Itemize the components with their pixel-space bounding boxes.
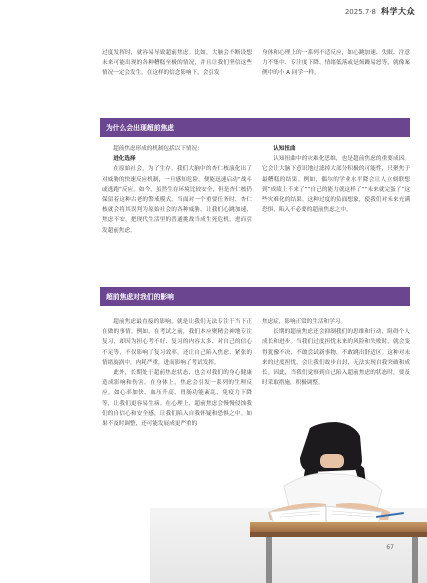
section1-right-column [262,144,410,215]
magazine-logo: 科学大众 [381,7,415,16]
section1-left-column [102,144,252,236]
issue-date: 2025.7·8 [344,7,376,16]
page-header [345,6,415,17]
paragraph-cognitive: 认知扭曲中的灾难化思维，也是超前焦虑的重要成因。它会让大脑下意识地过滤掉大部分积极的可能性，只聚焦于最糟糕的结果。例如，偶尔的学业水平降会让人立刻联想到“成绩上不来了”“自己的能力就这样了”“未来就完蛋了”这些灾难化的结果。这种过度的负面想象，使我们对未来充满恐惧，陷入不必要的超前焦虑之中。 [262,156,410,214]
paragraph-focus: 超前焦虑最直接的影响，就是让我们无法专注于当下正在做的事情。例如，在考试之前，我们本应聚精会神地专注复习，却因为担心考不好、复习的内容太多、对自己的信心不足等，不仅影响了复习效率，还让自己陷入焦虑、紧张的情绪旋涡中，内耗严重，进而影响了考试发挥。 [102,319,252,366]
page-number: 67 [386,544,394,551]
paragraph-growth: 长期的超前焦虑还会抑制我们的思维和行动，阻碍个人成长和进步。当我们过度担忧未来的风险和失败时，就会变得犹豫不决，不敢尝试新事物，不敢跳出舒适区。这种对未来的过度担忧，会让我们故步自封，无法实现自我突破和成长。因此，当我们觉察到自己陷入超前焦虑的状态时，要及时采取措施，积极调整。 [262,329,410,387]
section2-right-column [262,317,410,388]
top-right-paragraph: 身体和心理上的一系列不适反应，如心跳加速、失眠、注意力不集中、专注度下降、情绪低落或是烦躁易怒等，就像案例中的小 A 同学一样。 [262,50,410,77]
section-heading-why: 为什么会出现超前焦虑 [100,118,410,137]
girl-at-desk-illustration [150,408,427,583]
section-heading-impact: 超前焦虑对我们的影响 [100,287,410,306]
section1-intro: 超前焦虑形成的机制包括以下情况： [113,146,203,152]
paragraph-evolution: 在原始社会，为了生存，我们大脑中的杏仁核演化出了对威胁的快速反应机制，一旦感知危险，便能迅速启动“战斗或逃跑”反应。如今，虽然生存环境比较安全，但是杏仁核仍保留着这种古老的警戒模式。当面对一个重要任务时，杏仁核就会将其误判为原始社会的各种威胁，让我们心跳加速、焦虑不安，把现代生活里的普通挑战当成生死危机，进而引发超前焦虑。 [102,166,252,234]
paragraph-anxiety-cont: 焦虑症，影响正常的生活和学习。 [262,319,346,325]
subheading-cognitive: 认知扭曲 [273,146,296,152]
top-left-paragraph: 过度发挥时，就容易导致超前焦虑。比如，大脑会不断设想未来可能出现的各种糟糕至极的情况，并且让我们坚信这些情况一定会发生。在这样的信念影响下，会引发 [102,50,252,77]
paragraph-health: 此外，长期处于超前焦虑状态，也会对我们的身心健康造成影响和伤害。在身体上，焦虑会引发一系列的生理反应，如心率加快、血压升高、胃肠功能紊乱、免疫力下降等，让我们更容易生病。在心理上，超前焦虑会慢慢侵蚀我们的自信心和安全感，让我们陷入自我怀疑和恐惧之中。如果不及时调整，还可能发展成更严重的 [102,370,252,428]
subheading-evolution: 进化选择 [113,156,136,163]
